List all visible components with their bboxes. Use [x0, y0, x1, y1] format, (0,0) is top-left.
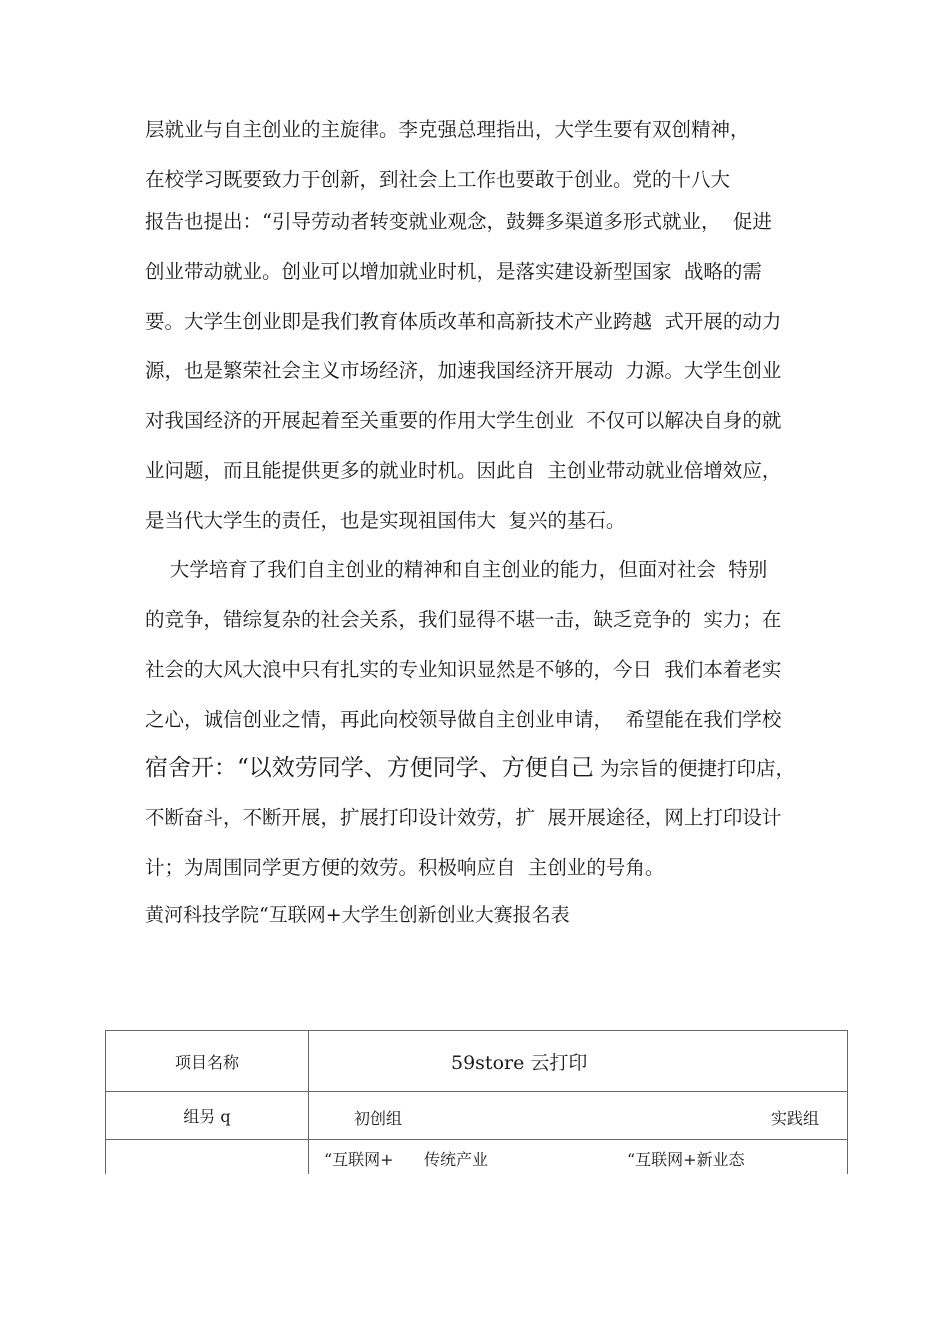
paragraph-2-line-7: 计；为周围同学更方便的效劳。积极响应自 主创业的号角。 [145, 856, 665, 879]
paragraph-2-line-1: 大学培育了我们自主创业的精神和自主创业的能力，但面对社会 特别 [145, 558, 768, 581]
paragraph-1-line-9: 是当代大学生的责任，也是实现祖国伟大 复兴的基石。 [145, 509, 626, 532]
category-option-new-business: “互联网+新业态 [627, 1150, 745, 1169]
form-title: 黄河科技学院“互联网+大学生创新创业大赛报名表 [145, 904, 570, 926]
category-options [309, 1140, 848, 1174]
table-row [106, 1092, 848, 1140]
category-label [106, 1140, 309, 1174]
paragraph-1-line-4: 创业带动就业。创业可以增加就业时机，是落实建设新型国家 战略的需 [145, 260, 762, 283]
paragraph-1-line-1: 层就业与自主创业的主旋律。李克强总理指出，大学生要有双创精神， [145, 118, 750, 141]
group-option-practice: 实践组 [770, 1109, 819, 1128]
group-label [106, 1092, 309, 1140]
paragraph-2-line-5 [145, 757, 795, 780]
paragraph-1-line-6: 源，也是繁荣社会主义市场经济，加速我国经济开展动 力源。大学生创业 [145, 359, 782, 382]
group-label-text: 组另 q [183, 1107, 231, 1126]
group-option-startup: 初创组 [354, 1109, 403, 1128]
registration-table [105, 1030, 848, 1174]
project-name-label: 项目名称 [106, 1031, 309, 1092]
paragraph-1-line-2: 在校学习既要致力于创新，到社会上工作也要敢于创业。党的十八大 [145, 168, 731, 191]
category-option-traditional: 传统产业 [424, 1150, 489, 1169]
slogan-suffix: 为宗旨的便捷打印店， [593, 757, 795, 780]
paragraph-2-line-2: 的竞争，错综复杂的社会关系，我们显得不堪一击，缺乏竞争的 实力；在 [145, 608, 782, 631]
paragraph-1-line-7: 对我国经济的开展起着至关重要的作用大学生创业 不仅可以解决自身的就 [145, 409, 782, 432]
paragraph-2-line-4: 之心，诚信创业之情，再此向校领导做自主创业申请， 希望能在我们学校 [145, 708, 782, 731]
slogan-text: 宿舍开：“以效劳同学、方便同学、方便自己 [145, 755, 594, 781]
paragraph-2-line-6: 不断奋斗，不断开展，扩展打印设计效劳，扩 展开展途径，网上打印设计 [145, 806, 782, 829]
paragraph-2-line-3: 社会的大风大浪中只有扎实的专业知识显然是不够的，今日 我们本着老实 [145, 658, 782, 681]
table-row [106, 1031, 848, 1092]
table-row [106, 1140, 848, 1174]
category-option-traditional-prefix: “互联网+ [324, 1150, 394, 1169]
paragraph-1-line-5: 要。大学生创业即是我们教育体质改革和高新技术产业跨越 式开展的动力 [145, 310, 782, 333]
project-name-value: 59store 云打印 [309, 1031, 848, 1092]
paragraph-1-line-8: 业问题，而且能提供更多的就业时机。因此自 主创业带动就业倍增效应， [145, 459, 782, 482]
paragraph-1-line-3: 报告也提出：“引导劳动者转变就业观念，鼓舞多渠道多形式就业， 促进 [145, 210, 772, 233]
group-options [309, 1092, 848, 1140]
